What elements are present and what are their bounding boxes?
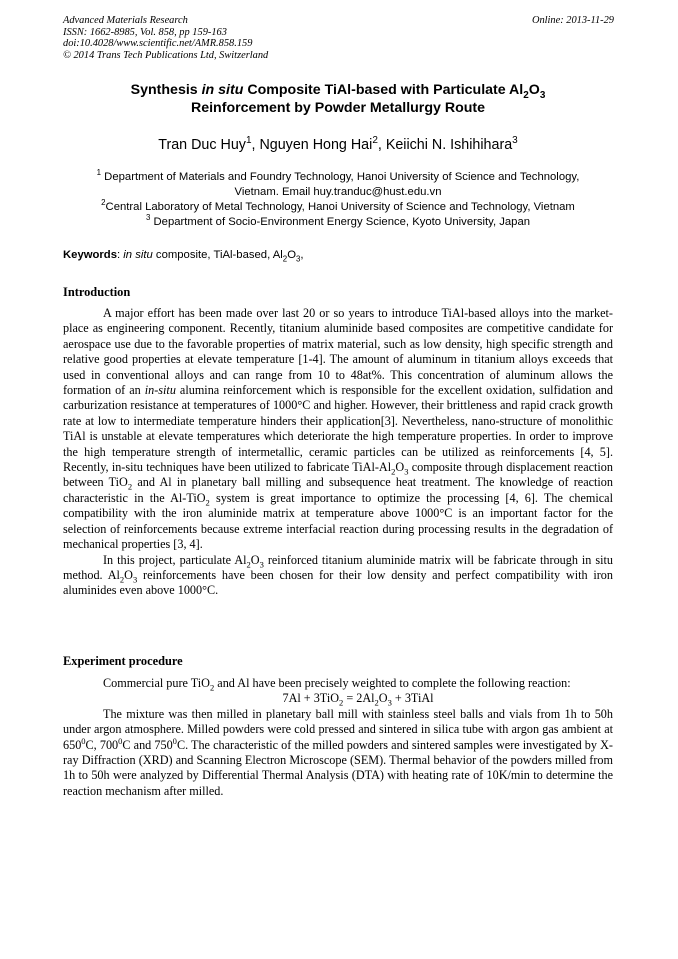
experiment-paragraph-2: The mixture was then milled in planetary ball mill with stainless steel balls and vials from 1h to 50h under argon atmosphere. Milled powders were cold pressed and sintered in silica tube with argon gas ambient at $650^0C$, $700^0C$ and $750^0C$. The characteristic of the milled powders and sintered samples were investigated by X-ray Diffraction (XRD) and Scanning Electron Microscope (SEM). Thermal behavior of the powders milled from 1h to 50h were analyzed by Differential Thermal Analysis (DTA) with heating rate of 10K/min to determine the reaction mechanism after milled.: [63, 706, 613, 798]
affiliation-3: $^3$ Department of Socio-Environment Energy Science, Kyoto University, Japan: [145, 213, 531, 228]
issn-line: ISSN: 1662-8985, Vol. 858, pp 159-163: [63, 26, 227, 38]
experiment-paragraph-1: Commercial pure TiO$_2$ and Al have been precisely weighted to complete the following reaction:: [103, 676, 571, 693]
introduction-body: [63, 306, 613, 599]
title-line-2: Reinforcement by Powder Metallurgy Route: [190, 100, 486, 116]
affiliation-1: $^1$ Department of Materials and Foundry Technology, Hanoi University of Science and Technology,: [96, 168, 580, 183]
intro-paragraph-2: In this project, particulate $Al_2O_3$ reinforced titanium aluminide matrix will be fabricate through in situ method. $Al_2O_3$ reinforcements have been chosen for their low density and perfect compatibility with iron aluminides even above 1000°C.: [63, 552, 613, 598]
keywords: Keywords: in situ composite, TiAl-based, $Al_2O_3$,: [63, 249, 304, 264]
journal-header: [63, 15, 268, 61]
online-date: Online: 2013-11-29: [531, 15, 614, 26]
journal-name: Advanced Materials Research: [63, 15, 188, 26]
affiliation-1-email: Vietnam. Email huy.tranduc@hust.edu.vn: [234, 186, 442, 198]
reaction-equation: $7Al + 3TiO_2 = 2Al_2O_3$ + 3TiAl: [282, 691, 434, 708]
experiment-body: [63, 676, 613, 799]
paper-title: [63, 81, 613, 117]
doi-line: doi:10.4028/www.scientific.net/AMR.858.159: [63, 38, 253, 49]
copyright-line: © 2014 Trans Tech Publications Ltd, Switzerland: [63, 49, 269, 61]
section-heading-experiment: Experiment procedure: [63, 654, 183, 668]
affiliations: [63, 170, 613, 230]
author-list: Tran Duc Huy$^1$, Nguyen Hong Hai$^2$, Keiichi N. Ishihihara$^3$: [158, 135, 518, 153]
section-heading-introduction: Introduction: [63, 285, 131, 299]
title-line-1: Synthesis in situ Composite TiAl-based with Particulate $Al_2O_3$: [130, 82, 546, 101]
affiliation-2: $^2$Central Laboratory of Metal Technology, Hanoi University of Science and Technology, Vietnam: [101, 198, 575, 213]
intro-paragraph-1: A major effort has been made over last 20 or so years to introduce TiAl-based alloys into the market- place as engineering component. Recently, titanium aluminide based composites are competitive candidate for aerospace use due to the favorable properties of matrix material, such as low density, high specific strength and relative good properties at elevate temperature [1-4]. The amount of aluminum in titanium alloys exceeds that used in conventional alloys and can range from 10 to 48at%. This concentration of aluminum allows the formation of an in-situ alumina reinforcement which is responsible for the excellent oxidation, sulfidation and carburization resistance at temperatures of 1000°C and higher. However, their brittleness and rapid crack growth rate at low to intermediate temperature hinders their application[3]. Nevertheless, nano-structure of monolithic TiAl is unstable at elevate temperatures which deteriorate the high temperature properties. In order to improve the high temperature strength of intermetallic, ceramic particles can be utilized as reinforcements [4, 5]. Recently, in-situ techniques have been utilized to fabricate TiAl-$Al_2O_3$ composite through displacement reaction between TiO$_2$ and Al in planetary ball milling and subsequence heat treatment. The knowledge of reaction characteristic in the Al-TiO$_2$ system is great importance to optimize the processing [4, 6]. The chemical compatibility with the iron aluminide matrix at temperature above 1000°C is an important factor for the selection of reinforcements because extreme interfacial reaction during processing results in the degradation of mechanical properties [3, 4].: [63, 306, 613, 552]
